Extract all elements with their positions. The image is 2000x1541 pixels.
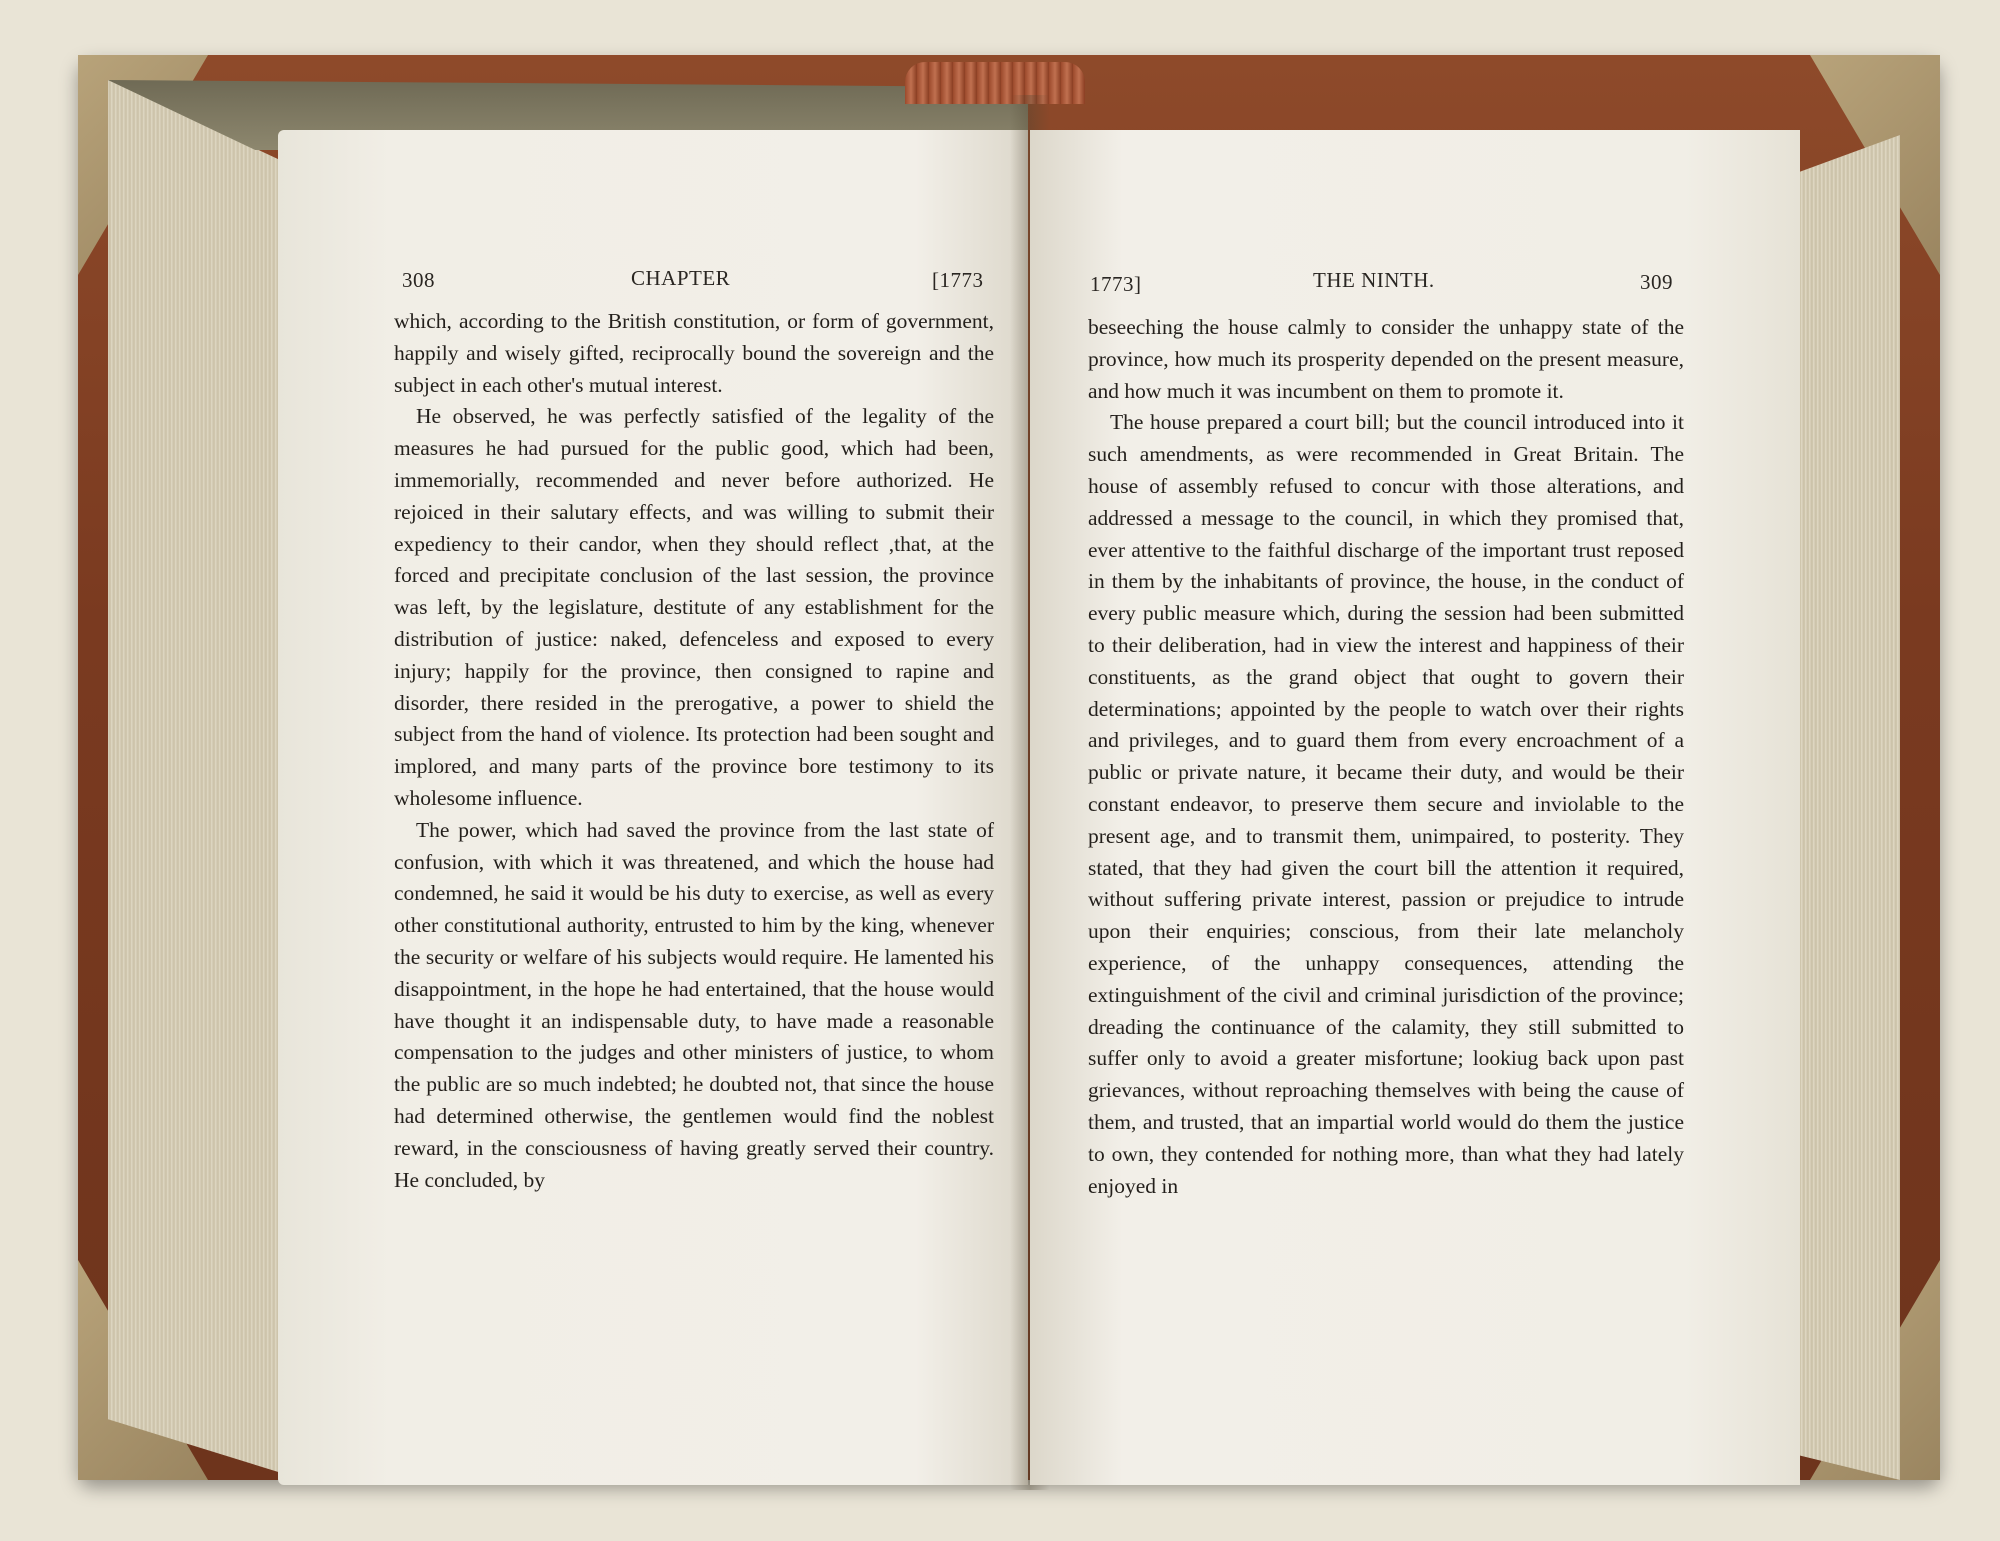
- left-page-text: [394, 306, 994, 1196]
- running-year: 1773]: [1090, 272, 1142, 296]
- paragraph: which, according to the British constitution, or form of government, happily and wisely gifted, reciprocally bound the sovereign and the subject in each other's mutual interest.: [394, 309, 994, 397]
- running-title: CHAPTER: [631, 266, 731, 290]
- page-number: 309: [1640, 270, 1673, 294]
- right-page: [1030, 130, 1800, 1485]
- running-title: THE NINTH.: [1313, 268, 1435, 292]
- running-year: [1773: [932, 268, 984, 292]
- paragraph: The power, which had saved the province from the last state of confusion, with which it was threatened, and which the house had condemned, he said it would be his duty to exercise, as well as every other constitutional authority, entrusted to him by the king, whenever the security or welfare of his subjects would require. He lamented his disappointment, in the hope he had entertained, that the house would have thought it an indispensable duty, to have made a reasonable compensation to the judges and other ministers of justice, to whom the public are so much indebted; he doubted not, that since the house had determined otherwise, the gentlemen would find the noblest reward, in the consciousness of having greatly served their country. He concluded, by: [394, 817, 994, 1192]
- page-block-edge-right: [1790, 135, 1900, 1480]
- spine-headband: [905, 62, 1085, 104]
- left-page: [278, 130, 1028, 1485]
- paragraph: beseeching the house calmly to consider the unhappy state of the province, how much its prosperity depended on the present measure, and how much it was incumbent on them to promote it.: [1088, 315, 1684, 403]
- paragraph: He observed, he was perfectly satisfied of the legality of the measures he had pursued for the public good, which had been, immemorially, recommended and never before authorized. He rejoiced in their salutary effects, and was willing to submit their expediency to their candor, when they should reflect ,that, at the forced and precipitate conclusion of the last session, the province was left, by the legislature, destitute of any establishment for the distribution of justice: naked, defenceless and exposed to every injury; happily for the province, then consigned to rapine and disorder, there resided in the prerogative, a power to shield the subject from the hand of violence. Its protection had been sought and implored, and many parts of the province bore testimony to its wholesome influence.: [394, 404, 994, 810]
- paragraph: The house prepared a court bill; but the council introduced into it such amendments, as were recommended in Great Britain. The house of assembly refused to concur with those alterations, and addressed a message to the council, in which they promised that, ever attentive to the faithful discharge of the important trust reposed in them by the inhabitants of province, the house, in the conduct of every public measure which, during the session had been submitted to their deliberation, had in view the interest and happiness of their constituents, as the grand object that ought to govern their determinations; appointed by the people to watch over their rights and privileges, and to guard them from every encroachment of a public or private nature, it became their duty, and would be their constant endeavor, to preserve them secure and inviolable to the present age, and to transmit them, unimpaired, to posterity. They stated, that they had given the court bill the attention it required, without suffering private interest, passion or prejudice to intrude upon their enquiries; conscious, from their late melancholy experience, of the unhappy consequences, attending the extinguishment of the civil and criminal jurisdiction of the province; dreading the continuance of the calamity, they still submitted to suffer only to avoid a greater misfortune; lookiug back upon past grievances, without reproaching themselves with being the cause of them, and trusted, that an impartial world would do them the justice to own, they contended for nothing more, than what they had lately enjoyed in: [1088, 410, 1684, 1198]
- page-block-edge-left: [108, 80, 288, 1475]
- page-number: 308: [402, 268, 435, 292]
- right-page-text: [1088, 312, 1684, 1202]
